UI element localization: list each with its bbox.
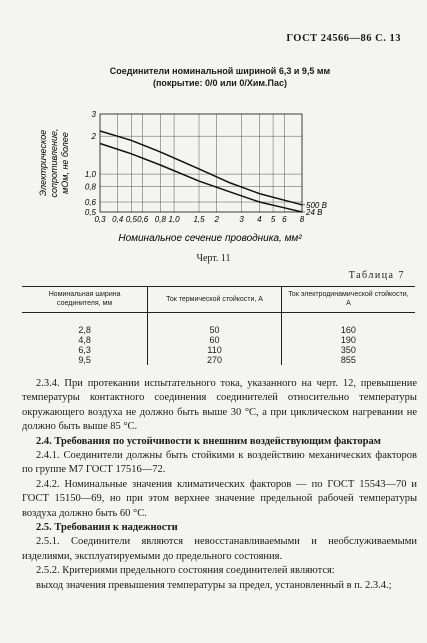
- x-tick-label: 8: [299, 215, 305, 224]
- paragraph-2-4-1: 2.4.1. Соединители должны быть стойкими к воздействию механических факторов по группе М7 ГОСТ 17516—72.: [22, 450, 417, 476]
- x-tick-label: 1,5: [193, 215, 205, 224]
- table-cell: 350: [281, 345, 415, 355]
- table-cell: 9,5: [78, 355, 91, 365]
- table-cell: 160: [281, 313, 415, 336]
- table-cell: 4,8: [78, 335, 91, 345]
- table-cell: 6,3: [78, 345, 91, 355]
- y-tick-label: 1,0: [84, 170, 96, 180]
- x-tick-label: 5: [270, 215, 276, 224]
- y-axis-label-line: сопротивление,: [49, 128, 59, 198]
- x-tick-label: 0,4: [112, 215, 124, 224]
- x-tick-label: 0,3: [94, 215, 106, 224]
- body-text: [22, 377, 417, 593]
- chart-resistance-vs-cross-section: [40, 100, 380, 250]
- table-cell: 50: [148, 313, 282, 336]
- table-cell: 60: [148, 335, 282, 345]
- figure-caption: Черт. 11: [196, 253, 231, 264]
- paragraph-2-5-2: 2.5.2. Критериями предельного состояния соединителей являются:: [36, 565, 335, 577]
- y-axis-label-line: Электрическое: [38, 129, 48, 197]
- y-tick-label: 0,6: [84, 198, 96, 208]
- x-tick-label: 1,0: [168, 215, 180, 224]
- y-axis-label: [38, 129, 70, 198]
- header-dynamic-current: Ток электродинамической стойкости, А: [281, 287, 415, 313]
- y-axis-label-line: мОм, не более: [60, 132, 70, 194]
- page-header: ГОСТ 24566—86 С. 13: [286, 33, 401, 44]
- section-heading-2-4: 2.4. Требования по устойчивости к внешним воздействующим факторам: [36, 435, 381, 447]
- x-tick-label: 4: [257, 215, 262, 224]
- x-tick-label: 0,5: [125, 215, 137, 224]
- section-heading-2-5: 2.5. Требования к надежности: [36, 522, 178, 534]
- series-label: 500 В: [306, 200, 327, 210]
- x-tick-label: 0,6: [137, 215, 149, 224]
- series-line-500v: [100, 131, 302, 205]
- paragraph-2-5-1: 2.5.1. Соединители являются невосстанавливаемыми и необслуживаемыми изделиями, эксплуатируемыми до предельного состояния.: [22, 536, 417, 562]
- table-header-row: [22, 287, 415, 313]
- y-tick-label: 3: [91, 110, 96, 119]
- header-nominal-width: Номинальная ширина соединителя, мм: [22, 287, 148, 313]
- table-caption: Таблица 7: [348, 270, 405, 281]
- x-tick-label: 2: [214, 215, 219, 224]
- table-cell: 2,8: [78, 325, 91, 335]
- x-tick-label: 3: [239, 215, 244, 224]
- chart-subtitle: (покрытие: 0/0 или 0/Хим.Пас): [152, 78, 288, 88]
- paragraph-2-4-2: 2.4.2. Номинальные значения климатических факторов — по ГОСТ 15543—70 и ГОСТ 15150—69, но при этом верхнее значение предельной рабочей температуры воздуха должно быть 60 °С.: [22, 478, 417, 519]
- table-cell: 190: [281, 335, 415, 345]
- table-row: [22, 335, 415, 345]
- table-7: [22, 286, 415, 365]
- y-tick-label: 0,5: [84, 208, 96, 217]
- y-tick-label: 0,8: [84, 182, 96, 192]
- x-tick-label: 6: [282, 215, 287, 224]
- header-thermal-current: Ток термической стойкости, А: [148, 287, 282, 313]
- table-row: [22, 355, 415, 365]
- table-cell: 110: [148, 345, 282, 355]
- series-line-24v: [100, 144, 302, 213]
- paragraph-2-3-4: 2.3.4. При протекании испытательного тока, указанного на черт. 12, превышение температуры контактного соединения соединителей относительно температуры окружающего воздуха не должно быть выше 30 °С, а при циклическом нагревании не должно быть выше 85 °С.: [22, 378, 417, 433]
- paragraph-criteria-1: выход значения превышения температуры за предел, установленный в п. 2.3.4.;: [36, 579, 392, 591]
- table-cell: 270: [148, 355, 282, 365]
- x-tick-label: 0,8: [154, 215, 166, 224]
- series-label: 24 В: [306, 208, 323, 217]
- chart-title: Соединители номинальной шириной 6,3 и 9,5 мм: [109, 66, 331, 76]
- table-cell: 855: [281, 355, 415, 365]
- y-tick-label: 2: [91, 132, 96, 142]
- table-row: [22, 313, 415, 336]
- table-row: [22, 345, 415, 355]
- x-axis-label: Номинальное сечение проводника, мм²: [118, 233, 302, 244]
